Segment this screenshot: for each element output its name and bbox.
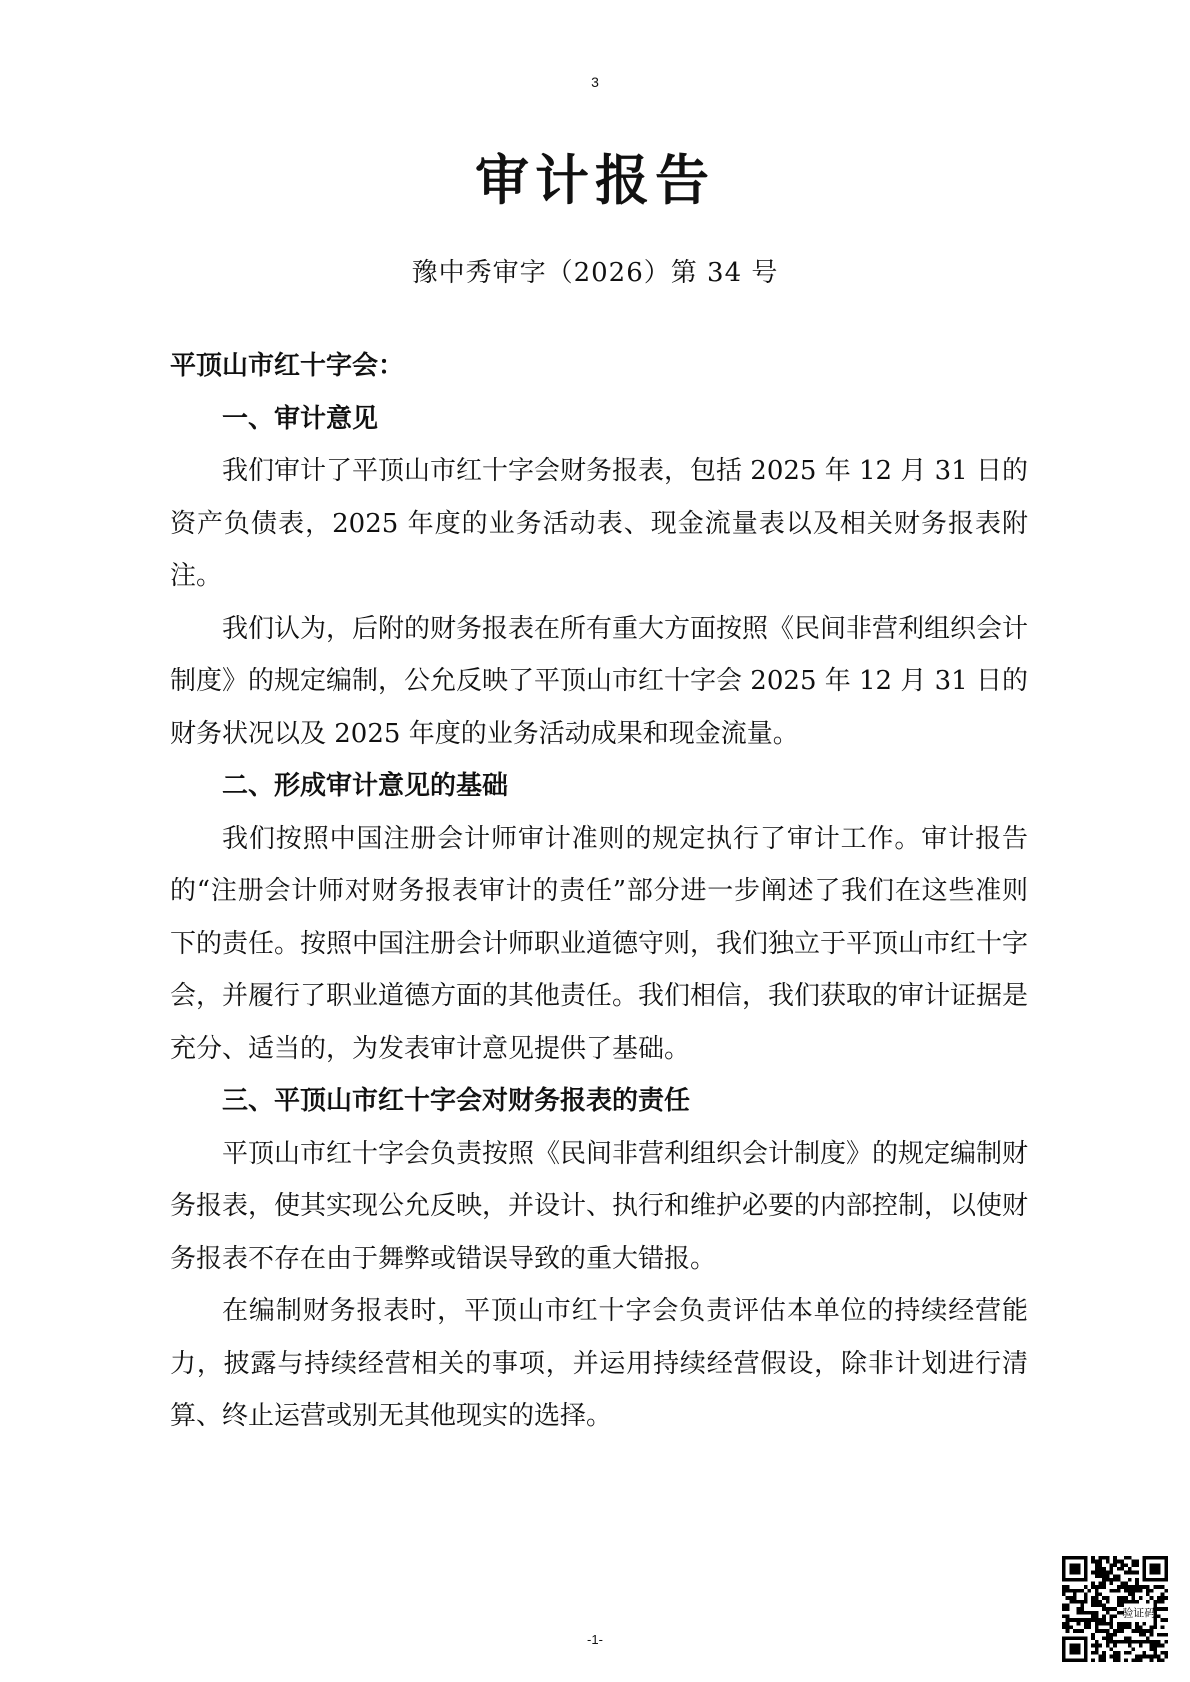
qr-module — [1110, 1571, 1114, 1575]
qr-module — [1110, 1567, 1114, 1571]
qr-module — [1157, 1655, 1161, 1659]
qr-module — [1131, 1593, 1135, 1597]
qr-module — [1066, 1614, 1070, 1618]
qr-module — [1117, 1567, 1121, 1571]
section-heading: 二、形成审计意见的基础 — [222, 771, 509, 801]
qr-module — [1135, 1585, 1139, 1589]
section-heading: 一、审计意见 — [222, 403, 379, 434]
qr-module — [1095, 1585, 1099, 1589]
qr-module — [1131, 1585, 1135, 1589]
qr-module — [1095, 1618, 1099, 1622]
qr-module — [1077, 1622, 1081, 1626]
qr-module — [1066, 1585, 1070, 1589]
qr-module — [1099, 1658, 1103, 1662]
qr-module — [1091, 1596, 1095, 1600]
qr-module — [1113, 1563, 1117, 1567]
qr-module — [1117, 1560, 1121, 1564]
qr-module — [1080, 1604, 1084, 1608]
qr-module — [1102, 1655, 1106, 1659]
qr-module — [1102, 1658, 1106, 1662]
qr-module — [1062, 1589, 1066, 1593]
qr-module — [1069, 1625, 1073, 1629]
qr-module — [1095, 1604, 1099, 1608]
qr-module — [1117, 1600, 1121, 1604]
qr-module — [1106, 1600, 1110, 1604]
qr-module — [1131, 1563, 1135, 1567]
qr-module — [1117, 1655, 1121, 1659]
qr-module — [1062, 1625, 1066, 1629]
qr-module — [1084, 1611, 1088, 1615]
qr-module — [1157, 1585, 1161, 1589]
qr-module — [1062, 1607, 1066, 1611]
qr-module — [1131, 1589, 1135, 1593]
qr-module — [1106, 1560, 1110, 1564]
qr-module — [1146, 1585, 1150, 1589]
report-title: 审计报告 — [475, 148, 715, 212]
qr-module — [1120, 1596, 1124, 1600]
qr-module — [1091, 1611, 1095, 1615]
qr-module — [1124, 1596, 1128, 1600]
qr-module — [1062, 1593, 1066, 1597]
qr-module — [1113, 1556, 1117, 1560]
qr-module — [1135, 1578, 1139, 1582]
qr-module — [1069, 1589, 1073, 1593]
qr-module — [1099, 1600, 1103, 1604]
page-number-bottom: -1- — [587, 1632, 603, 1647]
qr-module — [1131, 1600, 1135, 1604]
qr-module — [1110, 1618, 1114, 1622]
qr-module — [1110, 1582, 1114, 1586]
qr-module — [1117, 1658, 1121, 1662]
qr-module — [1153, 1625, 1157, 1629]
qr-module — [1080, 1618, 1084, 1622]
qr-module — [1077, 1600, 1081, 1604]
qr-module — [1153, 1655, 1157, 1659]
qr-module — [1139, 1596, 1143, 1600]
qr-module — [1110, 1589, 1114, 1593]
qr-module — [1120, 1585, 1124, 1589]
qr-module — [1117, 1589, 1121, 1593]
qr-module — [1102, 1567, 1106, 1571]
qr-module — [1073, 1589, 1077, 1593]
qr-module — [1117, 1578, 1121, 1582]
qr-module — [1124, 1556, 1128, 1560]
qr-module — [1088, 1618, 1092, 1622]
qr-module — [1099, 1604, 1103, 1608]
qr-module — [1099, 1560, 1103, 1564]
qr-module — [1124, 1585, 1128, 1589]
qr-module — [1091, 1604, 1095, 1608]
qr-module — [1128, 1578, 1132, 1582]
qr-module — [1117, 1651, 1121, 1655]
qr-module — [1102, 1556, 1106, 1560]
qr-module — [1124, 1582, 1128, 1586]
qr-module — [1110, 1614, 1114, 1618]
qr-module — [1161, 1651, 1165, 1655]
qr-module — [1091, 1651, 1095, 1655]
qr-module — [1128, 1589, 1132, 1593]
qr-module — [1102, 1578, 1106, 1582]
qr-module — [1095, 1625, 1099, 1629]
qr-module — [1146, 1655, 1150, 1659]
qr-module — [1099, 1655, 1103, 1659]
qr-module — [1084, 1593, 1088, 1597]
qr-module — [1102, 1596, 1106, 1600]
qr-module — [1139, 1655, 1143, 1659]
qr-module — [1084, 1596, 1088, 1600]
qr-module — [1124, 1651, 1128, 1655]
qr-module — [1066, 1607, 1070, 1611]
qr-module — [1110, 1578, 1114, 1582]
qr-module — [1113, 1658, 1117, 1662]
qr-module — [1106, 1574, 1110, 1578]
qr-module — [1153, 1585, 1157, 1589]
qr-module — [1099, 1585, 1103, 1589]
qr-module — [1142, 1585, 1146, 1589]
qr-module — [1157, 1607, 1161, 1611]
qr-module — [1150, 1589, 1154, 1593]
qr-module — [1066, 1589, 1070, 1593]
qr-module — [1073, 1600, 1077, 1604]
qr-module — [1095, 1622, 1099, 1626]
qr-module — [1095, 1651, 1099, 1655]
qr-module — [1106, 1571, 1110, 1575]
qr-module — [1150, 1625, 1154, 1629]
qr-module — [1084, 1618, 1088, 1622]
qr-module — [1157, 1658, 1161, 1662]
qr-module — [1095, 1647, 1099, 1651]
qr-module — [1095, 1593, 1099, 1597]
qr-module — [1106, 1578, 1110, 1582]
qr-module — [1161, 1585, 1165, 1589]
qr-module — [1088, 1589, 1092, 1593]
qr-module — [1117, 1611, 1121, 1615]
qr-module — [1117, 1574, 1121, 1578]
addressee: 平顶山市红十字会： — [170, 351, 405, 381]
qr-module — [1110, 1625, 1114, 1629]
qr-module — [1113, 1560, 1117, 1564]
qr-module — [1157, 1596, 1161, 1600]
page-number-top: 3 — [591, 74, 599, 90]
qr-module — [1131, 1596, 1135, 1600]
qr-module — [1066, 1622, 1070, 1626]
qr-module — [1080, 1607, 1084, 1611]
paragraph: 我们认为，后附的财务报表在所有重大方面按照《民间非营利组织会计制度》的规定编制，公允反映了平顶山市红十字会 2025 年 12 月 31 日的财务状况以及 2025 年度的业务活动成果和现金流量。 — [170, 613, 1029, 749]
qr-module — [1146, 1589, 1150, 1593]
qr-module — [1102, 1614, 1106, 1618]
qr-module — [1099, 1582, 1103, 1586]
qr-module — [1102, 1582, 1106, 1586]
qr-module — [1066, 1618, 1070, 1622]
paragraph: 在编制财务报表时，平顶山市红十字会负责评估本单位的持续经营能力，披露与持续经营相关的事项，并运用持续经营假设，除非计划进行清算、终止运营或别无其他现实的选择。 — [170, 1296, 1028, 1431]
qr-module — [1066, 1604, 1070, 1608]
qr-module — [1124, 1589, 1128, 1593]
qr-module — [1161, 1596, 1165, 1600]
qr-module — [1062, 1622, 1066, 1626]
qr-module — [1099, 1571, 1103, 1575]
qr-module — [1113, 1578, 1117, 1582]
qr-module — [1099, 1574, 1103, 1578]
qr-module — [1073, 1596, 1077, 1600]
qr-module — [1073, 1618, 1077, 1622]
qr-module — [1095, 1571, 1099, 1575]
qr-module — [1161, 1658, 1165, 1662]
qr-module — [1069, 1596, 1073, 1600]
qr-module — [1110, 1607, 1114, 1611]
qr-module — [1084, 1625, 1088, 1629]
paragraph: 我们审计了平顶山市红十字会财务报表，包括 2025 年 12 月 31 日的资产负债表，2025 年度的业务活动表、现金流量表以及相关财务报表附注。 — [170, 456, 1028, 591]
qr-module — [1113, 1614, 1117, 1618]
qr-module — [1077, 1611, 1081, 1615]
qr-module — [1102, 1651, 1106, 1655]
qr-module — [1120, 1560, 1124, 1564]
qr-module — [1117, 1622, 1121, 1626]
qr-module — [1131, 1571, 1135, 1575]
qr-module — [1135, 1589, 1139, 1593]
qr-module — [1153, 1651, 1157, 1655]
qr-module — [1150, 1655, 1154, 1659]
qr-module — [1120, 1563, 1124, 1567]
qr-module — [1164, 1618, 1168, 1622]
qr-module — [1124, 1571, 1128, 1575]
qr-module — [1139, 1658, 1143, 1662]
qr-module — [1102, 1604, 1106, 1608]
qr-module — [1066, 1596, 1070, 1600]
qr-module — [1080, 1611, 1084, 1615]
qr-module — [1077, 1607, 1081, 1611]
qr-module — [1150, 1647, 1154, 1651]
qr-caption: 验证码 — [1122, 1606, 1156, 1620]
qr-module — [1120, 1567, 1124, 1571]
qr-module — [1135, 1571, 1139, 1575]
qr-module — [1161, 1607, 1165, 1611]
qr-module — [1113, 1651, 1117, 1655]
report-body — [170, 340, 1028, 1443]
qr-module — [1088, 1625, 1092, 1629]
qr-module — [1128, 1600, 1132, 1604]
qr-module — [1091, 1560, 1095, 1564]
qr-module — [1164, 1589, 1168, 1593]
qr-module — [1142, 1622, 1146, 1626]
qr-module — [1099, 1622, 1103, 1626]
qr-module — [1146, 1593, 1150, 1597]
qr-module — [1157, 1600, 1161, 1604]
section-heading: 三、平顶山市红十字会对财务报表的责任 — [222, 1086, 691, 1116]
qr-module — [1062, 1614, 1066, 1618]
qr-module — [1124, 1563, 1128, 1567]
qr-module — [1099, 1618, 1103, 1622]
qr-module — [1084, 1600, 1088, 1604]
qr-module — [1084, 1585, 1088, 1589]
qr-module — [1128, 1593, 1132, 1597]
qr-module — [1102, 1574, 1106, 1578]
qr-module — [1128, 1622, 1132, 1626]
qr-module — [1139, 1625, 1143, 1629]
qr-module — [1128, 1651, 1132, 1655]
qr-module — [1073, 1593, 1077, 1597]
qr-module — [1113, 1607, 1117, 1611]
qr-module — [1106, 1622, 1110, 1626]
qr-module — [1069, 1618, 1073, 1622]
qr-module — [1095, 1600, 1099, 1604]
qr-module — [1099, 1563, 1103, 1567]
qr-module — [1124, 1622, 1128, 1626]
qr-module — [1131, 1647, 1135, 1651]
qr-module — [1131, 1560, 1135, 1564]
qr-module — [1091, 1614, 1095, 1618]
qr-module — [1106, 1611, 1110, 1615]
qr-module — [1084, 1622, 1088, 1626]
qr-module — [1146, 1600, 1150, 1604]
qr-module — [1153, 1600, 1157, 1604]
qr-module — [1069, 1600, 1073, 1604]
qr-module — [1095, 1560, 1099, 1564]
qr-module — [1113, 1574, 1117, 1578]
qr-module — [1128, 1556, 1132, 1560]
qr-module — [1102, 1622, 1106, 1626]
qr-module — [1164, 1596, 1168, 1600]
qr-module — [1135, 1625, 1139, 1629]
qr-module — [1077, 1589, 1081, 1593]
reference-number: 豫中秀审字（2026）第 34 号 — [411, 258, 779, 288]
qr-module — [1102, 1571, 1106, 1575]
qr-module — [1106, 1556, 1110, 1560]
qr-module — [1120, 1600, 1124, 1604]
qr-module — [1102, 1585, 1106, 1589]
qr-module — [1150, 1658, 1154, 1662]
qr-module — [1153, 1622, 1157, 1626]
qr-module — [1095, 1611, 1099, 1615]
qr-module — [1153, 1647, 1157, 1651]
qr-module — [1110, 1647, 1114, 1651]
qr-module — [1117, 1596, 1121, 1600]
qr-module — [1117, 1604, 1121, 1608]
qr-module — [1102, 1607, 1106, 1611]
qr-module — [1142, 1655, 1146, 1659]
qr-module — [1091, 1600, 1095, 1604]
qr-module — [1095, 1596, 1099, 1600]
qr-module — [1091, 1582, 1095, 1586]
qr-module — [1091, 1585, 1095, 1589]
qr-module — [1106, 1596, 1110, 1600]
qr-module — [1150, 1596, 1154, 1600]
qr-module — [1135, 1563, 1139, 1567]
qr-module — [1124, 1600, 1128, 1604]
qr-module — [1066, 1625, 1070, 1629]
qr-module — [1164, 1655, 1168, 1659]
qr-module — [1128, 1571, 1132, 1575]
qr-module — [1113, 1589, 1117, 1593]
qr-module — [1157, 1614, 1161, 1618]
qr-module — [1128, 1625, 1132, 1629]
qr-module — [1095, 1567, 1099, 1571]
qr-module — [1135, 1658, 1139, 1662]
qr-module — [1091, 1556, 1095, 1560]
qr-module — [1080, 1600, 1084, 1604]
qr-module — [1139, 1585, 1143, 1589]
qr-module — [1091, 1571, 1095, 1575]
qr-module — [1135, 1655, 1139, 1659]
qr-module — [1135, 1600, 1139, 1604]
qr-module — [1120, 1622, 1124, 1626]
qr-module — [1091, 1658, 1095, 1662]
qr-module — [1095, 1614, 1099, 1618]
qr-module — [1135, 1582, 1139, 1586]
qr-module — [1106, 1607, 1110, 1611]
qr-module — [1135, 1560, 1139, 1564]
qr-module — [1142, 1651, 1146, 1655]
qr-module — [1110, 1655, 1114, 1659]
qr-module — [1088, 1611, 1092, 1615]
qr-module — [1164, 1607, 1168, 1611]
qr-module — [1139, 1589, 1143, 1593]
qr-module — [1117, 1585, 1121, 1589]
qr-module — [1135, 1622, 1139, 1626]
qr-module — [1117, 1625, 1121, 1629]
qr-module — [1099, 1556, 1103, 1560]
qr-module — [1102, 1618, 1106, 1622]
qr-module — [1110, 1563, 1114, 1567]
qr-module — [1124, 1625, 1128, 1629]
qr-module — [1077, 1618, 1081, 1622]
qr-module — [1110, 1622, 1114, 1626]
qr-module — [1128, 1585, 1132, 1589]
qr-module — [1161, 1600, 1165, 1604]
qr-module — [1088, 1622, 1092, 1626]
qr-module — [1164, 1651, 1168, 1655]
qr-module — [1095, 1589, 1099, 1593]
qr-module — [1161, 1618, 1165, 1622]
qr-module — [1080, 1589, 1084, 1593]
qr-module — [1095, 1563, 1099, 1567]
qr-module — [1099, 1567, 1103, 1571]
qr-module — [1161, 1625, 1165, 1629]
paragraph: 平顶山市红十字会负责按照《民间非营利组织会计制度》的规定编制财务报表，使其实现公允反映，并设计、执行和维护必要的内部控制，以使财务报表不存在由于舞弊或错误导致的重大错报。 — [170, 1138, 1029, 1274]
qr-module — [1120, 1625, 1124, 1629]
paragraph: 我们按照中国注册会计师审计准则的规定执行了审计工作。审计报告的“注册会计师对财务报表审计的责任”部分进一步阐述了我们在这些准则下的责任。按照中国注册会计师职业道德守则，我们独立于平顶山市红十字会，并履行了职业道德方面的其他责任。我们相信，我们获取的审计证据是充分、适当的，为发表审计意见提供了基础。 — [170, 823, 1029, 1064]
qr-module — [1128, 1567, 1132, 1571]
qr-module — [1124, 1658, 1128, 1662]
qr-module — [1161, 1593, 1165, 1597]
qr-module — [1099, 1593, 1103, 1597]
qr-module — [1091, 1618, 1095, 1622]
qr-module — [1062, 1604, 1066, 1608]
qr-module — [1131, 1658, 1135, 1662]
qr-module — [1113, 1655, 1117, 1659]
qr-module — [1120, 1582, 1124, 1586]
qr-module — [1095, 1574, 1099, 1578]
qr-module — [1062, 1585, 1066, 1589]
